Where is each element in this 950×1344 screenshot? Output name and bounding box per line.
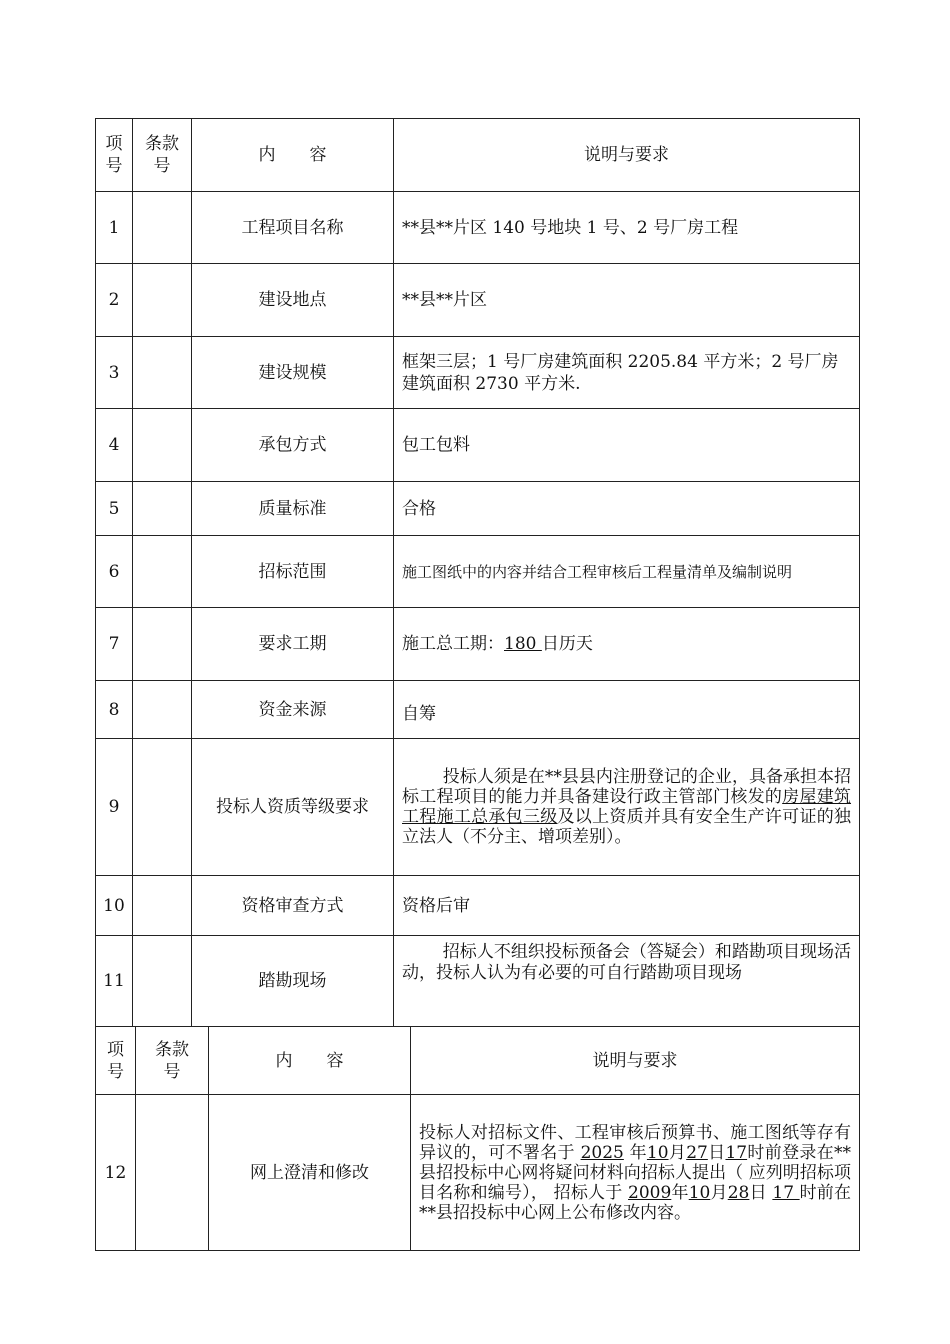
item-no: 1 [96,192,133,264]
item-no-header: 项 号 [96,119,133,192]
table-header-row [96,1027,860,1095]
clause-no [133,739,192,876]
clause-no-header: 条款 号 [136,1027,209,1095]
item-description: 施工总工期：180 日历天 [394,608,860,681]
item-no: 2 [96,264,133,337]
item-description: 投标人须是在**县县内注册登记的企业，具备承担本招标工程项目的能力并具备建设行政主管部门核发的房屋建筑工程施工总承包三级及以上资质并具有安全生产许可证的独立法人（不分主、增项差别）。 [394,739,860,876]
table-row [96,608,860,681]
item-content: 资金来源 [192,681,394,739]
clause-no [136,1095,209,1251]
item-description: **县**片区 140 号地块 1 号、2 号厂房工程 [394,192,860,264]
item-content: 承包方式 [192,409,394,482]
clause-no [133,337,192,409]
item-content: 要求工期 [192,608,394,681]
table-row [96,264,860,337]
duration-days: 180 [504,634,542,654]
content-header: 内 容 [209,1027,411,1095]
clause-no-header: 条款 号 [133,119,192,192]
item-content: 资格审查方式 [192,876,394,936]
item-description: 框架三层；1 号厂房建筑面积 2205.84 平方米；2 号厂房建筑面积 2730 平方米. [394,337,860,409]
clause-no [133,936,192,1027]
clause-no [133,876,192,936]
item-no: 9 [96,739,133,876]
item-no: 12 [96,1095,136,1251]
item-description: 投标人对招标文件、工程审核后预算书、施工图纸等存有异议的，可不署名于 2025 年10月27日17时前登录在**县招投标中心网将疑问材料向招标人提出（ 应列明招标项目名称和编号）， 招标人于 2009年10月28日 17 时前在**县招投标中心网上公布修改内容。 [411,1095,860,1251]
item-no: 6 [96,536,133,608]
item-no: 5 [96,482,133,536]
item-no: 8 [96,681,133,739]
table-row [96,192,860,264]
item-content: 投标人资质等级要求 [192,739,394,876]
clause-no [133,608,192,681]
item-description: 包工包料 [394,409,860,482]
item-content: 招标范围 [192,536,394,608]
clause-no [133,264,192,337]
table-header-row [96,119,860,192]
clause-no [133,536,192,608]
table-row [96,739,860,876]
table-row [96,1095,860,1251]
item-no: 3 [96,337,133,409]
item-no: 7 [96,608,133,681]
clause-no [133,192,192,264]
item-content: 建设地点 [192,264,394,337]
table-row [96,536,860,608]
item-no: 4 [96,409,133,482]
qualification-level: 房屋建筑工程施工总承包三级 [402,787,852,827]
content-header: 内 容 [192,119,394,192]
item-content: 网上澄清和修改 [209,1095,411,1251]
item-content: 质量标准 [192,482,394,536]
item-description: 自筹 [394,681,860,739]
description-header: 说明与要求 [411,1027,860,1095]
clause-no [133,681,192,739]
item-content: 踏勘现场 [192,936,394,1027]
table-row [96,482,860,536]
item-description: 资格后审 [394,876,860,936]
item-content: 建设规模 [192,337,394,409]
table-row [96,681,860,739]
table-row [96,337,860,409]
clause-no [133,409,192,482]
description-header: 说明与要求 [394,119,860,192]
item-description: 招标人不组织投标预备会（答疑会）和踏勘项目现场活动，投标人认为有必要的可自行踏勘项目现场 [394,936,860,1027]
item-no: 10 [96,876,133,936]
item-content: 工程项目名称 [192,192,394,264]
item-no: 11 [96,936,133,1027]
item-description: 施工图纸中的内容并结合工程审核后工程量清单及编制说明 [394,536,860,608]
item-description: **县**片区 [394,264,860,337]
table-row [96,876,860,936]
table-row [96,936,860,1027]
bid-info-table-continued [95,1026,860,1251]
bid-info-table [95,118,860,1027]
item-description: 合格 [394,482,860,536]
table-row [96,409,860,482]
item-no-header: 项 号 [96,1027,136,1095]
clause-no [133,482,192,536]
